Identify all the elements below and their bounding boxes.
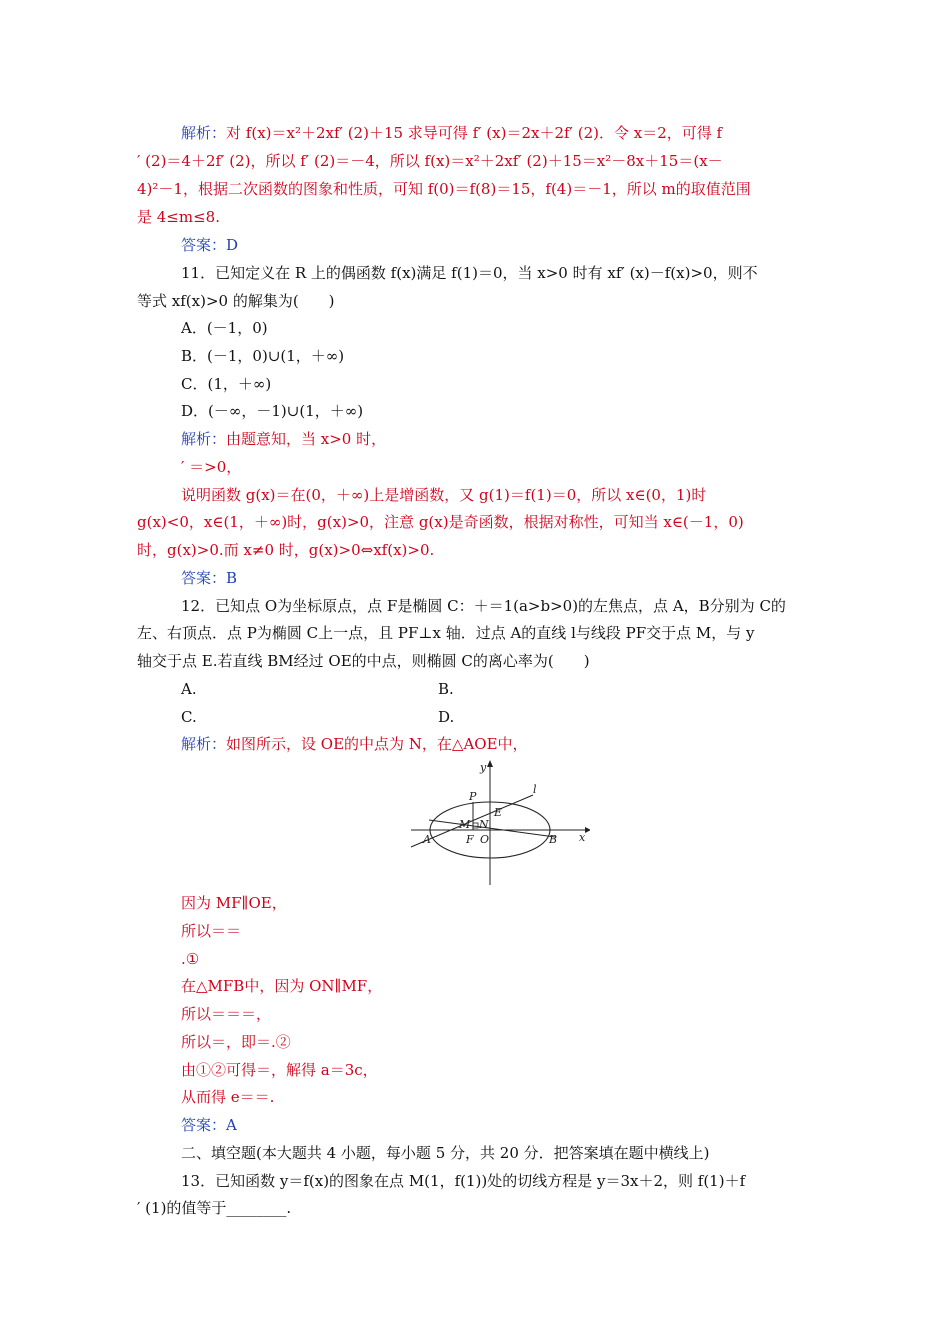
label-a: A xyxy=(423,833,431,846)
answer-12: 答案：A xyxy=(181,1116,237,1134)
solution-12-line-4: .① xyxy=(181,950,200,968)
label-m: M xyxy=(459,818,471,831)
label-o: O xyxy=(480,833,490,846)
question-11-line-1: 11．已知定义在 R 上的偶函数 f(x)满足 f(1)＝0，当 x>0 时有 xf′ (x)－f(x)>0，则不 xyxy=(181,264,758,282)
solution-label: 解析： xyxy=(181,735,227,753)
solution-11-line-2: ′ ＝>0， xyxy=(181,458,242,476)
solution-text: 由题意知，当 x>0 时， xyxy=(226,430,387,448)
option-12-a: A. xyxy=(181,680,197,698)
option-11-a: A．(－1，0) xyxy=(181,319,268,337)
question-12-line-1: 12．已知点 O为坐标原点，点 F是椭圆 C：＋＝1(a>b>0)的左焦点，点 A，B分别为 C的 xyxy=(181,597,786,615)
ellipse-diagram xyxy=(405,757,590,887)
y-axis-arrow xyxy=(487,760,493,767)
solution-12-line-8: 由①②可得＝，解得 a＝3c， xyxy=(181,1061,378,1079)
question-12-line-2: 左、右顶点．点 P为椭圆 C上一点，且 PF⊥x 轴．过点 A的直线 l与线段 PF交于点 M，与 y xyxy=(137,624,755,642)
solution-10-line-3: 4)²－1，根据二次函数的图象和性质，可知 f(0)＝f(8)＝15，f(4)＝－1，所以 m的取值范围 xyxy=(137,180,751,198)
solution-12-line-1 xyxy=(181,734,528,754)
question-12-line-3: 轴交于点 E.若直线 BM经过 OE的中点，则椭圆 C的离心率为( ) xyxy=(137,652,590,670)
section-2-heading: 二、填空题(本大题共 4 小题，每小题 5 分，共 20 分．把答案填在题中横线上) xyxy=(181,1144,710,1162)
label-y: y xyxy=(480,761,487,774)
line-bm xyxy=(429,820,555,837)
question-11-line-2: 等式 xf(x)>0 的解集为( ) xyxy=(137,292,335,310)
solution-11-line-4: g(x)<0，x∈(1，＋∞)时，g(x)>0，注意 g(x)是奇函数，根据对称性，可知当 x∈(－1，0) xyxy=(137,513,744,531)
option-12-b: B. xyxy=(438,680,454,698)
option-11-c: C．(1，＋∞) xyxy=(181,375,272,393)
option-11-b: B．(－1，0)∪(1，＋∞) xyxy=(181,347,345,365)
solution-text: 对 f(x)＝x²＋2xf′ (2)＋15 求导可得 f′ (x)＝2x＋2f′ (2)．令 x＝2，可得 f xyxy=(226,124,723,142)
label-e: E xyxy=(494,806,503,819)
solution-12-line-5: 在△MFB中，因为 ON∥MF， xyxy=(181,977,383,995)
right-angle-mark xyxy=(473,823,478,828)
solution-12-line-2: 因为 MF∥OE， xyxy=(181,894,287,912)
label-n: N xyxy=(479,818,489,831)
answer-11: 答案：B xyxy=(181,569,238,587)
solution-12-line-7: 所以＝，即＝.② xyxy=(181,1033,291,1051)
label-l: l xyxy=(533,783,537,796)
option-11-d: D．(－∞，－1)∪(1，＋∞) xyxy=(181,402,364,420)
question-13-line-1: 13．已知函数 y＝f(x)的图象在点 M(1，f(1))处的切线方程是 y＝3x＋2，则 f(1)＋f xyxy=(181,1172,746,1190)
label-f: F xyxy=(466,833,474,846)
solution-10-line-1 xyxy=(181,123,722,143)
solution-11-line-1 xyxy=(181,429,386,449)
x-axis-arrow xyxy=(585,827,590,833)
question-13-line-2: ′ (1)的值等于________. xyxy=(137,1199,292,1217)
solution-10-line-2: ′ (2)＝4＋2f′ (2)，所以 f′ (2)＝－4，所以 f(x)＝x²＋2xf′ (2)＋15＝x²－8x＋15＝(x－ xyxy=(137,152,723,170)
solution-11-line-3: 说明函数 g(x)＝在(0，＋∞)上是增函数，又 g(1)＝f(1)＝0，所以 x∈(0，1)时 xyxy=(181,486,707,504)
option-12-d: D. xyxy=(438,708,455,726)
label-p: P xyxy=(469,790,477,803)
label-b: B xyxy=(549,833,558,846)
solution-12-line-9: 从而得 e＝＝. xyxy=(181,1088,275,1106)
answer-10: 答案：D xyxy=(181,236,239,254)
solution-label: 解析： xyxy=(181,124,227,142)
solution-label: 解析： xyxy=(181,430,227,448)
solution-11-line-5: 时，g(x)>0.而 x≠0 时，g(x)>0⇔xf(x)>0. xyxy=(137,541,435,559)
solution-text: 如图所示，设 OE的中点为 N，在△AOE中， xyxy=(226,735,528,753)
solution-10-line-4: 是 4≤m≤8. xyxy=(137,208,220,226)
solution-12-line-3: 所以＝＝ xyxy=(181,922,242,940)
solution-12-line-6: 所以＝＝＝， xyxy=(181,1005,272,1023)
label-x: x xyxy=(579,831,586,844)
option-12-c: C. xyxy=(181,708,197,726)
